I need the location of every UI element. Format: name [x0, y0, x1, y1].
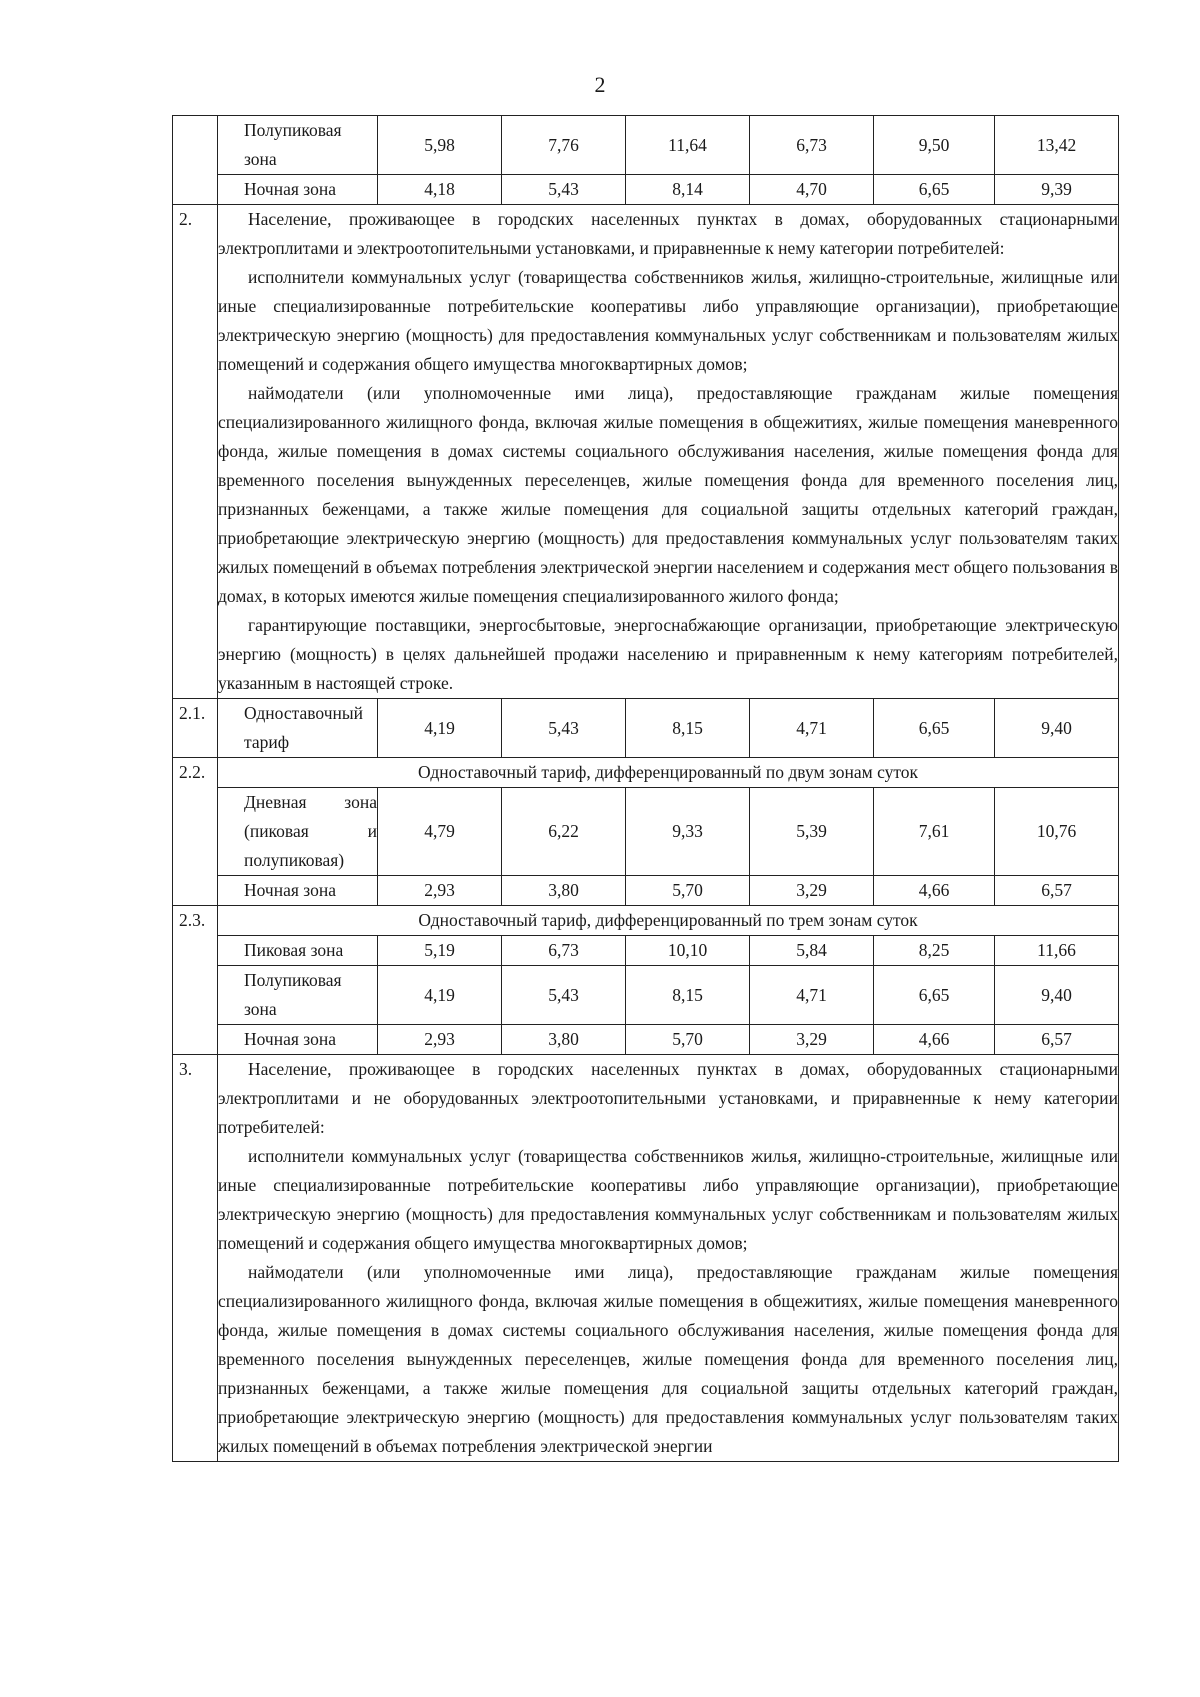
value-cell: 6,73 [502, 936, 626, 966]
value-cell: 4,66 [874, 876, 995, 906]
row-number: 3. [173, 1055, 218, 1462]
value-cell: 6,65 [874, 699, 995, 758]
row-label: Одноставочный тариф [218, 699, 378, 758]
value-cell: 4,66 [874, 1025, 995, 1055]
table-row [173, 175, 1119, 205]
paragraph: исполнители коммунальных услуг (товарищества собственников жилья, жилищно-строительные, жилищные или иные специализированные потребительские кооперативы либо управляющие организации), приобретающие электрическую энергию (мощность) для предоставления коммунальных услуг собственникам и пользователям жилых помещений и содержания общего имущества многоквартирных домов; [218, 267, 1118, 374]
row-label-line: полупиковая) [244, 850, 345, 870]
page-number: 2 [594, 72, 606, 97]
table-row [173, 116, 1119, 175]
value-cell: 2,93 [378, 1025, 502, 1055]
value-cell: 5,70 [626, 1025, 750, 1055]
row-number: 2.1. [173, 699, 218, 758]
value-cell: 5,84 [750, 936, 874, 966]
value-cell: 6,57 [995, 1025, 1119, 1055]
value-cell: 3,80 [502, 876, 626, 906]
row-label-line: (пиковая и [244, 821, 377, 841]
row-label: Пиковая зона [218, 936, 378, 966]
paragraph: Население, проживающее в городских населенных пунктах в домах, оборудованных стационарными электроплитами и электроотопительными установками, и приравненные к нему категории потребителей: [218, 209, 1118, 258]
value-cell: 10,76 [995, 788, 1119, 876]
paragraph: наймодатели (или уполномоченные ими лица), предоставляющие гражданам жилые помещения специализированного жилищного фонда, включая жилые помещения в общежитиях, жилые помещения маневренного фонда, жилые помещения в домах системы социального обслуживания населения, жилые помещения фонда для временного поселения вынужденных переселенцев, жилые помещения фонда для временного поселения лиц, признанных беженцами, а также жилые помещения для социальной защиты отдельных категорий граждан, приобретающие электрическую энергию (мощность) для предоставления коммунальных услуг пользователям таких жилых помещений в объемах потребления электрической энергии [218, 1262, 1118, 1456]
value-cell: 9,50 [874, 116, 995, 175]
value-cell: 5,70 [626, 876, 750, 906]
value-cell: 6,57 [995, 876, 1119, 906]
value-cell: 7,76 [502, 116, 626, 175]
row-number: 2. [173, 205, 218, 699]
value-cell: 5,39 [750, 788, 874, 876]
table-row [173, 1055, 1119, 1462]
value-cell: 9,33 [626, 788, 750, 876]
value-cell: 11,64 [626, 116, 750, 175]
value-cell: 5,43 [502, 966, 626, 1025]
value-cell: 4,71 [750, 699, 874, 758]
value-cell: 13,42 [995, 116, 1119, 175]
value-cell: 5,19 [378, 936, 502, 966]
value-cell: 2,93 [378, 876, 502, 906]
value-cell: 5,43 [502, 699, 626, 758]
table-row [173, 205, 1119, 699]
row-number: 2.2. [173, 758, 218, 906]
value-cell: 4,19 [378, 699, 502, 758]
row-label: Полупиковая зона [218, 966, 378, 1025]
tariff-table [172, 115, 1119, 1462]
value-cell: 8,15 [626, 966, 750, 1025]
value-cell: 3,29 [750, 1025, 874, 1055]
value-cell: 7,61 [874, 788, 995, 876]
value-cell: 3,80 [502, 1025, 626, 1055]
value-cell: 11,66 [995, 936, 1119, 966]
value-cell: 9,40 [995, 699, 1119, 758]
subsection-heading: Одноставочный тариф, дифференцированный по двум зонам суток [218, 758, 1119, 788]
subsection-heading: Одноставочный тариф, дифференцированный по трем зонам суток [218, 906, 1119, 936]
table-row [173, 699, 1119, 758]
value-cell: 10,10 [626, 936, 750, 966]
value-cell: 6,65 [874, 175, 995, 205]
paragraph: исполнители коммунальных услуг (товарищества собственников жилья, жилищно-строительные, жилищные или иные специализированные потребительские кооперативы либо управляющие организации), приобретающие электрическую энергию (мощность) для предоставления коммунальных услуг собственникам и пользователям жилых помещений и содержания общего имущества многоквартирных домов; [218, 1146, 1118, 1253]
value-cell: 9,40 [995, 966, 1119, 1025]
table-row [173, 758, 1119, 788]
value-cell: 3,29 [750, 876, 874, 906]
value-cell: 6,65 [874, 966, 995, 1025]
table-row [173, 1025, 1119, 1055]
value-cell: 6,22 [502, 788, 626, 876]
table-row [173, 966, 1119, 1025]
row-number: 2.3. [173, 906, 218, 1055]
section-text [218, 205, 1119, 699]
row-label: Ночная зона [218, 175, 378, 205]
paragraph: гарантирующие поставщики, энергосбытовые, энергоснабжающие организации, приобретающие электрическую энергию (мощность) в целях дальнейшей продажи населению и приравненным к нему категориям потребителей, указанным в настоящей строке. [218, 615, 1118, 693]
value-cell: 4,70 [750, 175, 874, 205]
row-label-line: Дневная зона [244, 792, 377, 812]
row-label: Ночная зона [218, 1025, 378, 1055]
paragraph: наймодатели (или уполномоченные ими лица), предоставляющие гражданам жилые помещения специализированного жилищного фонда, включая жилые помещения в общежитиях, жилые помещения маневренного фонда, жилые помещения в домах системы социального обслуживания населения, жилые помещения фонда для временного поселения вынужденных переселенцев, жилые помещения фонда для временного поселения лиц, признанных беженцами, а также жилые помещения для социальной защиты отдельных категорий граждан, приобретающие электрическую энергию (мощность) для предоставления коммунальных услуг пользователям таких жилых помещений в объемах потребления электрической энергии населением и содержания мест общего пользования в домах, в которых имеются жилые помещения специализированного жилого фонда; [218, 383, 1118, 606]
table-row [173, 788, 1119, 876]
table-row [173, 936, 1119, 966]
row-label: Полупиковая зона [218, 116, 378, 175]
value-cell: 9,39 [995, 175, 1119, 205]
value-cell: 5,98 [378, 116, 502, 175]
table-row [173, 906, 1119, 936]
section-text [218, 1055, 1119, 1462]
value-cell: 5,43 [502, 175, 626, 205]
row-label: Ночная зона [218, 876, 378, 906]
row-label [218, 788, 378, 876]
value-cell: 4,79 [378, 788, 502, 876]
row-number-cell [173, 116, 218, 205]
value-cell: 8,14 [626, 175, 750, 205]
value-cell: 4,19 [378, 966, 502, 1025]
value-cell: 6,73 [750, 116, 874, 175]
value-cell: 4,71 [750, 966, 874, 1025]
value-cell: 8,25 [874, 936, 995, 966]
table-row [173, 876, 1119, 906]
paragraph: Население, проживающее в городских населенных пунктах в домах, оборудованных стационарными электроплитами и не оборудованных электроотопительными установками, и приравненные к нему категории потребителей: [218, 1059, 1118, 1137]
value-cell: 4,18 [378, 175, 502, 205]
value-cell: 8,15 [626, 699, 750, 758]
